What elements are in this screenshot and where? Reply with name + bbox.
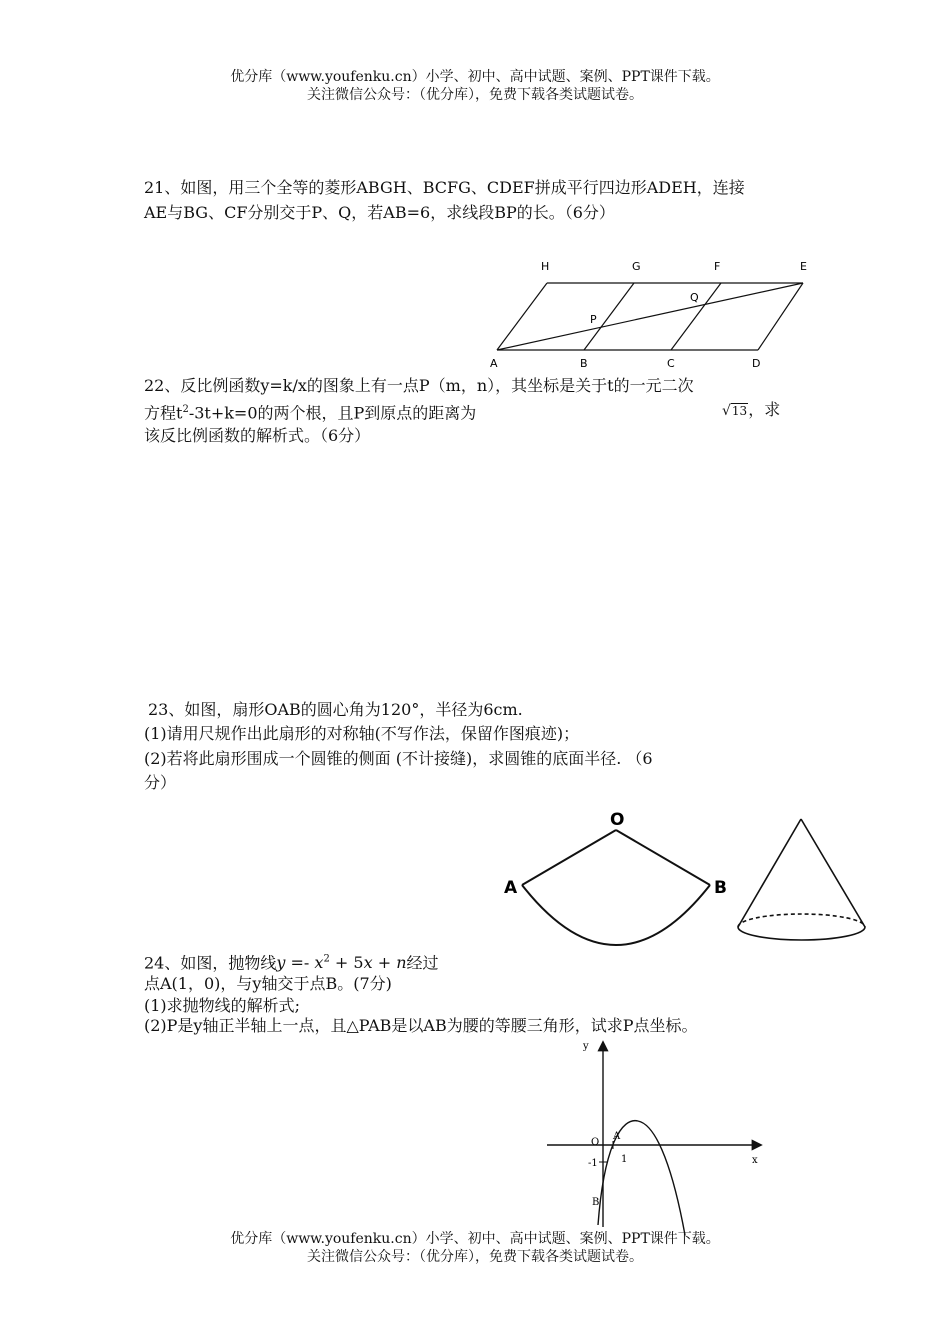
q23-text-line-3: (2)若将此扇形围成一个圆锥的侧面 (不计接缝)，求圆锥的底面半径. （6 xyxy=(144,749,653,768)
label-P: P xyxy=(590,313,597,326)
q21-text-line-1: 21、如图，用三个全等的菱形ABGH、BCFG、CDEF拼成平行四边形ADEH，连接 xyxy=(144,178,745,197)
q23-text-line-1: 23、如图，扇形OAB的圆心角为120°，半径为6cm. xyxy=(148,700,523,719)
radius-OA xyxy=(522,830,616,885)
formula-x: x xyxy=(314,953,324,973)
label-point-A: A xyxy=(613,1131,621,1142)
formula-x-linear: x xyxy=(363,953,373,973)
q23-sector-figure xyxy=(500,805,730,955)
radius-OB xyxy=(616,830,710,885)
q21-parallelogram-figure xyxy=(480,255,820,375)
label-G: G xyxy=(632,260,641,273)
label-H: H xyxy=(541,260,550,273)
q21-text-line-2: AE与BG、CF分别交于P、Q，若AB=6，求线段BP的长。（6分） xyxy=(144,203,615,222)
q23-text-line-2: (1)请用尺规作出此扇形的对称轴(不写作法，保留作图痕迹)； xyxy=(144,724,580,743)
label-Q: Q xyxy=(690,291,699,304)
label-x: x xyxy=(752,1155,758,1166)
q23-text-line-4: 分） xyxy=(144,773,177,792)
q24-text-line-4: (2)P是y轴正半轴上一点，且△PAB是以AB为腰的等腰三角形，试求P点坐标。 xyxy=(144,1016,698,1035)
q23-cone-figure xyxy=(735,815,870,945)
label-B: B xyxy=(714,878,727,898)
label-C: C xyxy=(667,357,675,370)
edge-DE xyxy=(758,283,803,350)
sqrt-sign-icon: √ xyxy=(722,403,731,419)
q24-text-line-3: (1)求抛物线的解析式; xyxy=(144,996,301,1015)
parabola-curve xyxy=(598,1121,685,1235)
label-neg1: -1 xyxy=(588,1158,598,1169)
cone-right-edge xyxy=(801,819,865,927)
label-y: y xyxy=(583,1041,589,1052)
q22-exponent: 2 xyxy=(182,404,189,415)
formula-n: n xyxy=(396,953,407,973)
q22-text-line-3: 该反比例函数的解析式。（6分） xyxy=(144,426,371,445)
footer-line-2: 关注微信公众号：（优分库），免费下载各类试题试卷。 xyxy=(307,1249,643,1265)
q24-text-line-2: 点A(1，0)，与y轴交于点B。(7分) xyxy=(144,974,392,993)
formula-five: + 5 xyxy=(329,953,364,973)
q24-parabola-graph xyxy=(540,1035,770,1230)
q22-equation-rest: -3t+k=0的两个根，且P到原点的距离为 xyxy=(188,403,477,423)
q24-text-line-1 xyxy=(144,949,439,974)
cone-base-front xyxy=(738,927,865,940)
edge-AH xyxy=(497,283,547,350)
cone-base-back xyxy=(738,914,865,927)
q22-equation-start: 方程t xyxy=(144,403,183,423)
header-line-2: 关注微信公众号：（优分库），免费下载各类试题试卷。 xyxy=(307,87,643,103)
arc-AB xyxy=(522,885,710,945)
sqrt-radicand: 13 xyxy=(731,404,748,418)
q24-formula xyxy=(276,953,406,972)
formula-square: 2 xyxy=(323,954,330,965)
q22-sqrt-expression xyxy=(722,399,780,422)
formula-plus: + xyxy=(372,953,397,973)
label-E: E xyxy=(800,260,807,273)
label-one: 1 xyxy=(621,1154,628,1165)
footer-line-1: 优分库（www.youfenku.cn）小学、初中、高中试题、案例、PPT课件下载。 xyxy=(230,1231,720,1247)
label-origin: O xyxy=(591,1137,600,1148)
label-A: A xyxy=(504,878,518,898)
label-A: A xyxy=(490,357,498,370)
q24-intro: 24、如图，抛物线 xyxy=(144,953,277,973)
q24-intro-end: 经过 xyxy=(406,953,439,973)
header-line-1: 优分库（www.youfenku.cn）小学、初中、高中试题、案例、PPT课件下载。 xyxy=(230,69,720,85)
label-B: B xyxy=(580,357,588,370)
cone-left-edge xyxy=(738,819,801,927)
q22-text-line-1: 22、反比例函数y=k/x的图象上有一点P（m，n），其坐标是关于t的一元二次 xyxy=(144,376,694,395)
diagonal-AE xyxy=(497,283,803,350)
label-D: D xyxy=(752,357,761,370)
formula-y: y xyxy=(276,953,286,973)
q22-line-2-end: ，求 xyxy=(748,400,781,419)
formula-equals: =- xyxy=(285,953,315,973)
label-point-B: B xyxy=(592,1197,600,1208)
q22-text-line-2 xyxy=(144,399,476,424)
label-F: F xyxy=(714,260,721,273)
label-O: O xyxy=(610,810,625,830)
